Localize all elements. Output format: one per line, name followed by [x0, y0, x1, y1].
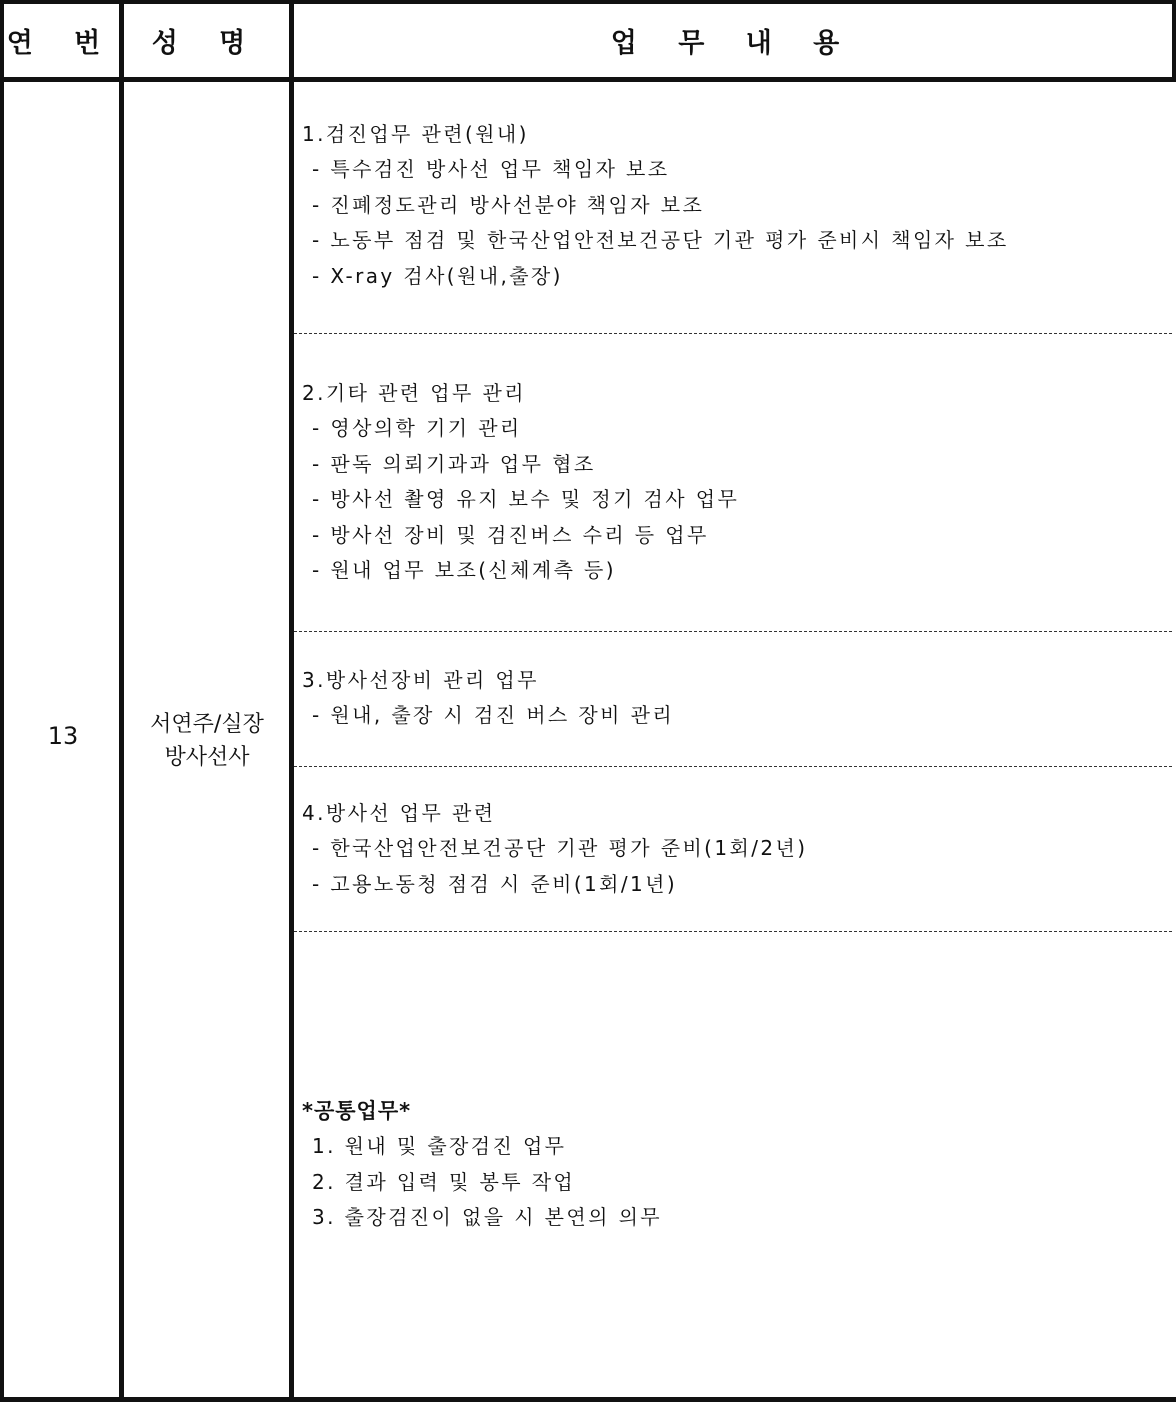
table-border-bottom [0, 1397, 1176, 1402]
list-item: - 방사선 장비 및 검진버스 수리 등 업무 [312, 522, 709, 547]
section-divider [294, 766, 1172, 767]
header-number: 연 번 [6, 27, 117, 59]
header-name: 성 명 [151, 27, 262, 59]
list-item: - 원내 업무 보조(신체계측 등) [312, 558, 616, 582]
list-item: 2. 결과 입력 및 봉투 작업 [312, 1169, 576, 1194]
name-role: 방사선사 [164, 745, 250, 770]
list-item: - 원내, 출장 시 검진 버스 장비 관리 [312, 703, 675, 727]
list-item: - 영상의학 기기 관리 [312, 416, 522, 440]
list-item: - X-ray 검사(원내,출장) [312, 263, 563, 288]
section-title: 4.방사선 업무 관련 [302, 801, 496, 825]
section-divider [294, 631, 1172, 632]
list-item: - 특수검진 방사선 업무 책임자 보조 [312, 157, 670, 181]
duty-section-4 [302, 796, 1166, 902]
column-divider-1 [119, 0, 124, 1402]
list-item: 1. 원내 및 출장검진 업무 [312, 1134, 567, 1158]
header-duties: 업 무 내 용 [610, 27, 856, 59]
section-divider [294, 333, 1172, 334]
common-duties [302, 1094, 1166, 1236]
list-item: - 노동부 점검 및 한국산업안전보건공단 기관 평가 준비시 책임자 보조 [312, 228, 1009, 252]
duty-section-3 [302, 663, 1166, 734]
row-number: 13 [47, 722, 79, 750]
duty-section-1 [302, 117, 1166, 294]
list-item: - 한국산업안전보건공단 기관 평가 준비(1회/2년) [312, 836, 808, 860]
list-item: 3. 출장검진이 없을 시 본연의 의무 [312, 1205, 663, 1229]
list-item: - 판독 의뢰기과과 업무 협조 [312, 451, 596, 476]
row-name [124, 708, 290, 774]
section-title: 3.방사선장비 관리 업무 [302, 668, 539, 692]
table-border-left [0, 0, 4, 1402]
list-item: - 방사선 촬영 유지 보수 및 정기 검사 업무 [312, 487, 740, 511]
table-border-right [1172, 0, 1176, 80]
column-divider-2 [289, 0, 294, 1402]
common-duties-title: *공통업무* [302, 1099, 412, 1123]
list-item: - 고용노동청 점검 시 준비(1회/1년) [312, 871, 678, 896]
section-divider [294, 931, 1172, 932]
list-item: - 진폐정도관리 방사선분야 책임자 보조 [312, 192, 705, 217]
section-title: 1.검진업무 관련(원내) [302, 122, 529, 146]
name-title: 서연주/실장 [150, 712, 264, 737]
section-title: 2.기타 관련 업무 관리 [302, 381, 526, 405]
duty-section-2 [302, 376, 1166, 589]
